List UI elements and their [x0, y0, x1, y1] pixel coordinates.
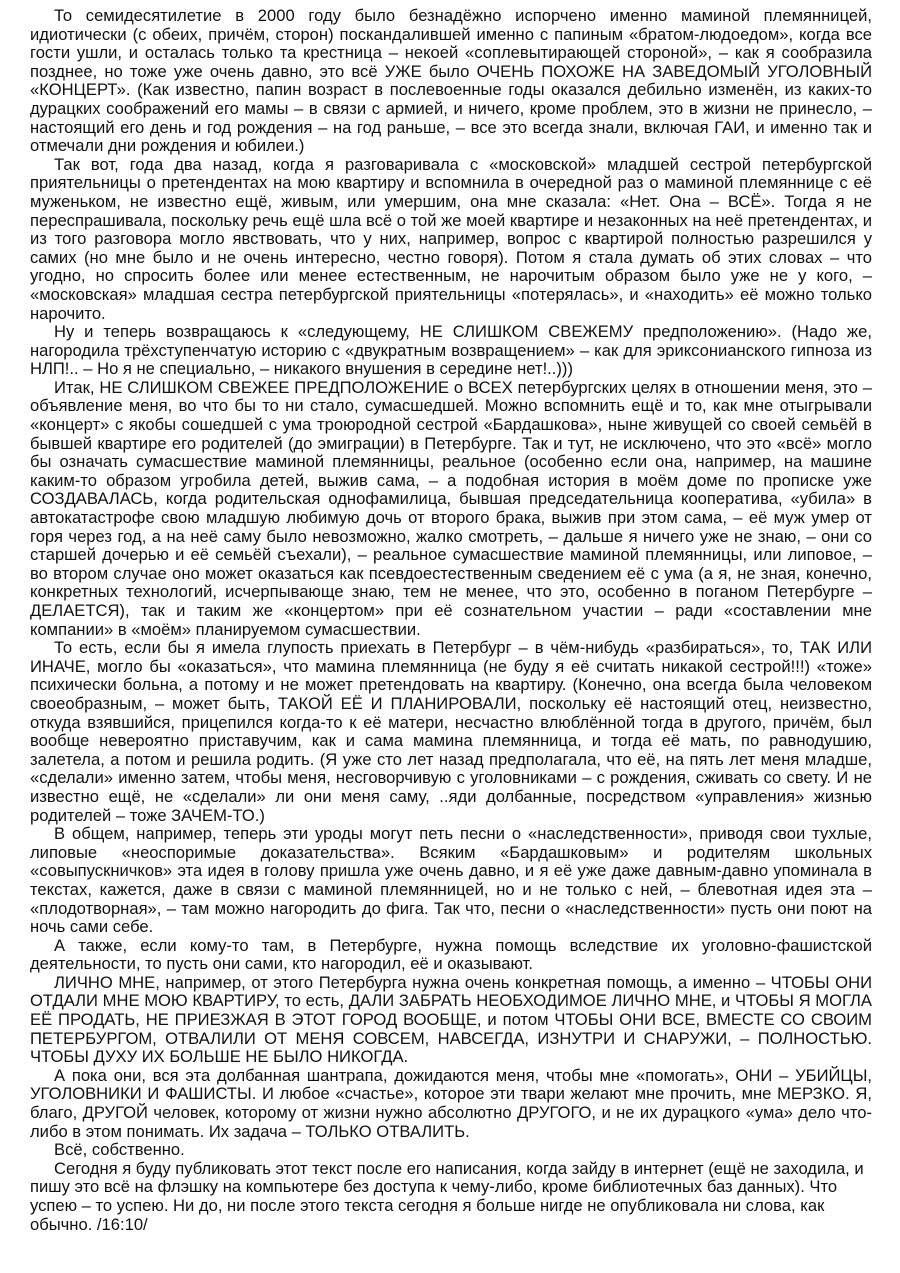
paragraph-4: Итак, НЕ СЛИШКОМ СВЕЖЕЕ ПРЕДПОЛОЖЕНИЕ о ВСЕХ петербургских целях в отношении меня, это – объявление меня, во что бы то ни стало, сумасшедшей. Можно вспомнить ещё и то, как мне отыгрывали «концерт» с якобы сошедшей с ума троюродной сестрой «Бардашкова», ныне живущей со своей семьёй в бывшей квартире его родителей (до эмиграции) в Петербурге. Так и тут, не исключено, что это «всё» могло бы означать сумасшествие маминой племянницы, реальное (особенно если она, например, на машине каким-то образом угробила детей, выжив сама, – а подобная история в моём доме по прописке уже СОЗДАВАЛАСЬ, когда родительская однофамилица, бывшая председательница кооператива, «убила» в автокатастрофе свою младшую любимую дочь от второго брака, выжив при этом сама, – её муж умер от горя через год, а на неё саму было невозможно, жалко смотреть, – дальше я ничего уже не знаю, – они со старшей дочерью и её семьёй съехали), – реальное сумасшествие маминой племянницы, или липовое, – во втором случае оно может оказаться как псевдоестественным сведением её с ума (а я, не зная, конечно, конкретных технологий, исчерпывающе знаю, тем не менее, что это, особенно в поганом Петербурге – ДЕЛАЕТСЯ), так и таким же «концертом» при её сознательном участии – ради «составлении мне компании» в «моём» планируемом сумасшествии. — [30, 377, 872, 639]
paragraph-8: ЛИЧНО МНЕ, например, от этого Петербурга нужна очень конкретная помощь, а именно – ЧТОБЫ ОНИ ОТДАЛИ МНЕ МОЮ КВАРТИРУ, то есть, ДАЛИ ЗАБРАТЬ НЕОБХОДИМОЕ ЛИЧНО МНЕ, и ЧТОБЫ Я МОГЛА ЕЁ ПРОДАТЬ, НЕ ПРИЕЗЖАЯ В ЭТОТ ГОРОД ВООБЩЕ, и потом ЧТОБЫ ОНИ ВСЕ, ВМЕСТЕ СО СВОИМ ПЕТЕРБУРГОМ, ОТВАЛИЛИ ОТ МЕНЯ СОВСЕМ, НАВСЕГДА, ИЗНУТРИ И СНАРУЖИ, – ПОЛНОСТЬЮ. ЧТОБЫ ДУХУ ИХ БОЛЬШЕ НЕ БЫЛО НИКОГДА. — [30, 972, 872, 1067]
paragraph-2: Так вот, года два назад, когда я разговаривала с «московской» младшей сестрой петербургской приятельницы о претендентах на мою квартиру и вспомнила в очередной раз о маминой племяннице с её муженьком, не известно ещё, живым, или умершим, она мне сказала: «Нет. Она – ВСЁ». Тогда я не переспрашивала, поскольку речь ещё шла всё о той же моей квартире и незаконных на неё претендентах, и из того разговора могло явствовать, что у них, например, вопрос с квартирой полностью разрешился у самих (но мне было и не очень интересно, честно говоря). Потом я стала думать об этих словах – что угодно, но спросить более или менее естественным, не нарочитым образом было уже не у кого, – «московская» младшая сестра петербургской приятельницы «потерялась», и «находить» её можно только нарочито. — [30, 154, 872, 323]
paragraph-1: То семидесятилетие в 2000 году было безнадёжно испорчено именно маминой племянницей, идиотически (с обеих, причём, сторон) поскандалившей именно с папиным «братом-людоедом», когда все гости ушли, и осталась только та крестница – некоей «соплевытирающей стороной», – как я сообразила позднее, но тоже уже очень давно, это всё УЖЕ было ОЧЕНЬ ПОХОЖЕ НА ЗАВЕДОМЫЙ УГОЛОВНЫЙ «КОНЦЕРТ». (Как известно, папин возраст в послевоенные годы оказался дебильно изменён, из каких-то дурацких соображений его мамы – в связи с армией, и ничего, кроме проблем, это в жизни не принесло, – настоящий его день и год рождения – на год раньше, – все это всегда знали, включая ГАИ, и именно так и отмечали дни рождения и юбилеи.) — [30, 6, 872, 156]
paragraph-7: А также, если кому-то там, в Петербурге, нужна помощь вследствие их уголовно-фашистской деятельности, то пусть они сами, кто нагородил, её и оказывают. — [30, 935, 872, 974]
paragraph-10: Всё, собственно. — [54, 1140, 185, 1160]
paragraph-9: А пока они, вся эта долбанная шантрапа, дожидаются меня, чтобы мне «помогать», ОНИ – УБИЙЦЫ, УГОЛОВНИКИ И ФАШИСТЫ. И любое «счастье», которое эти твари желают мне прочить, мне МЕРЗКО. Я, благо, ДРУГОЙ человек, которому от жизни нужно абсолютно ДРУГОГО, и не их дурацкого «ума» дело что-либо в этом понимать. Их задача – ТОЛЬКО ОТВАЛИТЬ. — [30, 1065, 872, 1141]
paragraph-3: Ну и теперь возвращаюсь к «следующему, НЕ СЛИШКОМ СВЕЖЕМУ предположению». (Надо же, нагородила трёхступенчатую историю с «двукратным возвращением» – как для эриксонианского гипноза из НЛП!.. – Но я не специально, – никакого внушения в середине нет!..))) — [30, 322, 872, 379]
paragraph-11: Сегодня я буду публиковать этот текст после его написания, когда зайду в интернет (ещё не заходила, и пишу это всё на флэшку на компьютере без доступа к чему-либо, кроме библиотечных баз данных). Что успею – то успею. Ни до, ни после этого текста сегодня я больше нигде не опубликовала ни слова, как обычно. /16:10/ — [30, 1158, 864, 1234]
paragraph-5: То есть, если бы я имела глупость приехать в Петербург – в чём-нибудь «разбираться», то, ТАК ИЛИ ИНАЧЕ, могло бы «оказаться», что мамина племянница (не буду я её считать никакой сестрой!!!) «тоже» психически больна, а потому и не может претендовать на квартиру. (Конечно, она всегда была человеком своеобразным, – может быть, ТАКОЙ ЕЁ И ПЛАНИРОВАЛИ, поскольку её настоящий отец, неизвестно, откуда взявшийся, прицепился когда-то к её матери, несчастно влюблённой тогда в другого, причём, был вообще невероятно приставучим, как и сама мамина племянница, и тогда её мать, по равнодушию, залетела, а потом и решила родить. (Я уже сто лет назад предполагала, что её, на пять лет меня младше, «сделали» именно затем, чтобы меня, несговорчивую с уголовниками – с рождения, сживать со свету. И не известно ещё, не «сделали» ли они меня саму, ..яди долбанные, посредством «управления» жизнью родителей – тоже ЗАЧЕМ-ТО.) — [30, 638, 872, 825]
paragraph-6: В общем, например, теперь эти уроды могут петь песни о «наследственности», приводя свои тухлые, липовые «неоспоримые доказательства». Всяким «Бардашковым» и родителям школьных «совыпускничков» эта идея в голову пришла уже очень давно, и я её уже даже давным-давно упоминала в текстах, кажется, даже в связи с маминой племянницей, но и не только с ней, – блевотная идея эта – «плодотворная», – там можно нагородить до фига. Так что, песни о «наследственности» пусть они поют на ночь сами себе. — [30, 824, 872, 937]
